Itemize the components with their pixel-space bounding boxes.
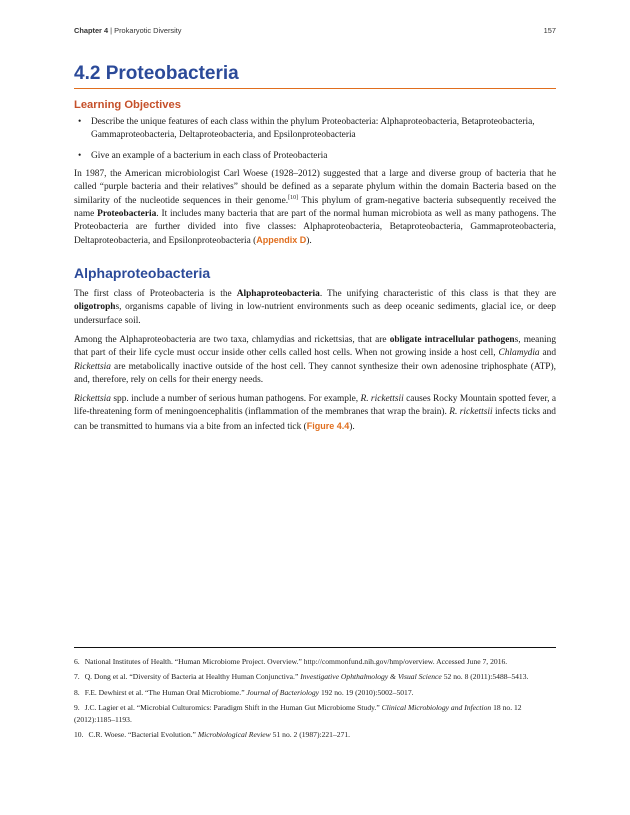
alpha-paragraph-3 <box>74 393 556 434</box>
footnote-journal: Microbiological Review <box>197 730 271 740</box>
appendix-d-link[interactable]: Appendix D <box>256 235 307 246</box>
species-r-rickettsii: R. rickettsii <box>449 407 493 418</box>
genus-rickettsia: Rickettsia <box>74 394 111 404</box>
footnote-text: C.R. Woese. “Bacterial Evolution.” <box>88 730 198 740</box>
footnote-item <box>74 656 556 668</box>
header-separator: | <box>110 26 113 35</box>
footnote-text: Q. Dong et al. “Diversity of Bacteria at Healthy Human Conjunctiva.” <box>84 672 301 682</box>
learning-objective-item <box>74 116 556 143</box>
bullet-icon: • <box>78 117 82 127</box>
header-chapter-number: Chapter 4 <box>74 26 109 35</box>
footnote-text: 52 no. 8 (2011):5488–5413. <box>441 672 529 682</box>
body-text: Among the Alphaproteobacteria are two taxa, chlamydias and rickettsias, that are <box>74 335 390 345</box>
alpha-paragraph-1 <box>74 288 556 328</box>
footnote-journal: Clinical Microbiology and Infection <box>381 702 492 712</box>
section-title: 4.2 Proteobacteria <box>74 63 239 84</box>
term-oligotroph: oligotroph <box>74 302 116 313</box>
footnote-number: 7. <box>74 672 80 682</box>
bullet-icon: • <box>78 150 82 161</box>
footnote-text: 18 no. 12 (2012):1185–1193. <box>74 702 522 725</box>
header-chapter-title: Prokaryotic Diversity <box>114 26 182 35</box>
learning-objectives-heading: Learning Objectives <box>74 99 181 111</box>
page-number: 157 <box>543 26 556 35</box>
footnote-journal: Journal of Bacteriology <box>246 687 320 697</box>
learning-objectives-list <box>74 116 556 170</box>
intro-text: This phylum of gram-negative bacteria subsequently received the name <box>74 195 556 219</box>
header-chapter <box>74 26 182 35</box>
body-text: s, meaning that part of their life cycle must occur inside other cells called host cells. When not growing inside a host cell, <box>74 335 557 359</box>
alphaproteobacteria-heading: Alphaproteobacteria <box>74 265 211 281</box>
term-alphaproteobacteria: Alphaproteobacteria <box>236 289 320 299</box>
footnote-text: J.C. Lagier et al. “Microbial Culturomics: Paradigm Shift in the Human Gut Microbiome Study.” <box>84 702 382 712</box>
intro-text: ). <box>306 236 312 247</box>
body-text: infects ticks and can be transmitted to humans via a bite from an infected tick ( <box>74 407 556 432</box>
footnote-text: 51 no. 2 (1987):221–271. <box>270 730 351 740</box>
footnote-text: F.E. Dewhirst et al. “The Human Oral Microbiome.” <box>84 687 247 697</box>
running-header <box>74 26 556 38</box>
alpha-paragraph-2 <box>74 334 556 387</box>
term-proteobacteria: Proteobacteria <box>97 208 157 219</box>
footnotes-list <box>74 656 556 745</box>
body-text: The first class of Proteobacteria is the <box>74 289 237 299</box>
body-text: causes Rocky Mountain spotted fever, a life-threatening form of meningoencephalitis (inflammation of the membranes that wrap the brain). <box>74 394 556 418</box>
intro-text: In 1987, the American microbiologist Carl Woese (1928–2012) suggested that a large and diverse group of bacteria that he called “purple bacteria and their relatives” should be defined as a separate phylum within the domain Bacteria based on the similarity of the nucleotide sequences in their genome. <box>74 169 556 206</box>
footnote-item <box>74 702 556 727</box>
footnote-item <box>74 671 556 683</box>
body-text: ). <box>349 421 355 432</box>
footnote-number: 10. <box>74 730 84 740</box>
title-divider <box>74 88 556 89</box>
genus-rickettsia: Rickettsia <box>74 361 111 372</box>
learning-objective-item <box>74 150 556 163</box>
body-text: . The unifying characteristic of this class is that they are <box>319 289 556 299</box>
footnote-item <box>74 729 556 741</box>
footnote-text: National Institutes of Health. “Human Microbiome Project. Overview.” http://commonfund.nih.gov/hmp/overview. Accessed June 7, 2016. <box>84 657 508 666</box>
footnote-text: 192 no. 19 (2010):5002–5017. <box>319 687 414 697</box>
species-r-rickettsii: R. rickettsii <box>360 394 404 404</box>
footnote-number: 6. <box>74 657 80 666</box>
footnote-divider <box>74 647 556 648</box>
body-text: spp. include a number of serious human pathogens. For example, <box>110 394 361 404</box>
learning-objective-text: Give an example of a bacterium in each class of Proteobacteria <box>91 150 328 161</box>
citation-ref[interactable]: [10] <box>288 194 299 201</box>
footnote-number: 9. <box>74 702 80 712</box>
footnote-journal: Investigative Ophthalmology & Visual Science <box>300 672 442 682</box>
learning-objective-text: Describe the unique features of each class within the phylum Proteobacteria: Alphaproteobacteria, Betaproteobacteria, Gammaproteobacteria, Deltaproteobacteria, and Epsilonproteobacteria <box>91 117 535 141</box>
body-text: s, organisms capable of living in low-nutrient environments such as deep oceanic sediments, glacial ice, or deep undersurface soil. <box>74 302 556 326</box>
intro-paragraph <box>74 168 556 249</box>
intro-text: . It includes many bacteria that are part of the normal human microbiota as well as many pathogens. The Proteobacteria are further divided into five classes: Alphaproteobacteria, Betaproteobacteria, Gammaproteobacteria, Deltaproteobacteria, and Epsilonproteobacteria ( <box>74 208 556 247</box>
footnote-number: 8. <box>74 687 80 697</box>
figure-4-4-link[interactable]: Figure 4.4 <box>306 420 350 431</box>
term-obligate-intracellular-pathogen: obligate intracellular pathogen <box>389 335 515 345</box>
footnote-item <box>74 687 556 699</box>
body-text: and <box>539 348 557 359</box>
body-text: are metabolically inactive outside of the host cell. They cannot synthesize their own adenosine triphosphate (ATP), and, therefore, rely on cells for their energy needs. <box>74 361 556 385</box>
genus-chlamydia: Chlamydia <box>498 348 540 359</box>
